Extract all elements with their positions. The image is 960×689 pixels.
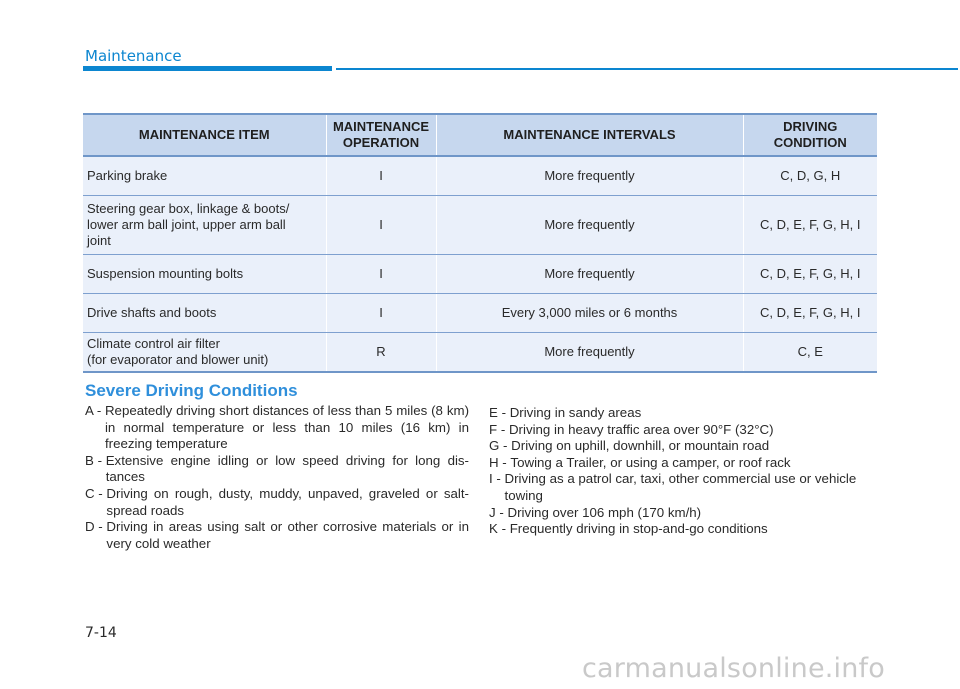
page-number: 7-14 [85,625,117,641]
header-driving-condition: DRIVING CONDITION [743,114,877,156]
condition-item [85,486,469,519]
condition-letter: A - [85,403,105,418]
header-rule-thin [336,68,958,70]
condition-text: Driving on uphill, downhill, or mountain road [511,438,770,454]
header-maintenance-item: MAINTENANCE ITEM [83,114,326,156]
header-maintenance-intervals: MAINTENANCE INTERVALS [436,114,743,156]
condition-item [85,453,469,486]
condition-text: Driving as a patrol car, taxi, other commercial use or vehicle towing [504,471,857,503]
maintenance-table [83,113,877,373]
condition-item [489,438,881,455]
cell-operation: I [326,255,436,294]
header-rule-thick [83,66,332,71]
condition-text: Frequently driving in stop-and-go conditions [509,521,768,537]
condition-letter: C - [85,485,107,501]
watermark-text: carmanualsonline.info [582,653,885,684]
condition-text: Driving in heavy traffic area over 90°F (32°C) [508,421,774,437]
cell-item: Drive shafts and boots [83,294,326,333]
cell-condition: C, D, E, F, G, H, I [743,255,877,294]
section-title: Maintenance [85,47,182,65]
condition-item [489,505,881,522]
condition-letter: G - [489,438,512,454]
cell-interval: More frequently [436,255,743,294]
cell-interval: More frequently [436,196,743,255]
cell-interval: Every 3,000 miles or 6 months [436,294,743,333]
condition-letter: J - [489,504,508,520]
table-row [83,333,877,373]
cell-operation: R [326,333,436,373]
cell-operation: I [326,196,436,255]
condition-text: Driving over 106 mph (170 km/h) [507,504,702,520]
condition-text: Towing a Trailer, or using a camper, or roof rack [510,454,791,470]
cell-item: Steering gear box, linkage & boots/ lower arm ball joint, upper arm ball joint [83,196,326,255]
condition-text: Driving in sandy areas [509,405,642,420]
condition-letter: D - [85,519,107,535]
condition-item [489,455,881,472]
cell-item: Climate control air filter (for evaporator and blower unit) [83,333,326,373]
cell-condition: C, D, G, H [743,156,877,196]
conditions-list-left [85,403,469,552]
condition-letter: E - [489,405,510,420]
condition-item [85,519,469,552]
cell-condition: C, E [743,333,877,373]
cell-interval: More frequently [436,333,743,373]
condition-letter: I - [489,471,505,487]
table-row [83,156,877,196]
table-row [83,196,877,255]
condition-letter: H - [489,454,511,470]
condition-letter: K - [489,521,510,537]
condition-text: Driving on rough, dusty, muddy, unpaved, graveled or salt-spread roads [106,485,469,518]
conditions-list-right [489,405,881,538]
cell-item: Parking brake [83,156,326,196]
condition-item [489,422,881,439]
condition-text: Repeatedly driving short distances of less than 5 miles (8 km) in normal temperature or less than 10 miles (16 km) in freezing temperature [104,403,469,452]
condition-item [489,471,881,504]
table-row [83,294,877,333]
condition-text: Driving in areas using salt or other corrosive materials or in very cold weather [106,519,469,551]
cell-condition: C, D, E, F, G, H, I [743,294,877,333]
severe-driving-title: Severe Driving Conditions [85,381,298,400]
cell-operation: I [326,294,436,333]
header-maintenance-operation: MAINTENANCE OPERATION [326,114,436,156]
condition-text: Extensive engine idling or low speed driving for long dis-tances [105,452,469,485]
condition-item [489,521,881,538]
table-row [83,255,877,294]
table-header-row [83,114,877,156]
cell-item: Suspension mounting bolts [83,255,326,294]
condition-item [489,405,881,422]
condition-item [85,403,469,453]
condition-letter: F - [489,421,509,437]
cell-interval: More frequently [436,156,743,196]
condition-letter: B - [85,452,106,468]
cell-condition: C, D, E, F, G, H, I [743,196,877,255]
cell-operation: I [326,156,436,196]
